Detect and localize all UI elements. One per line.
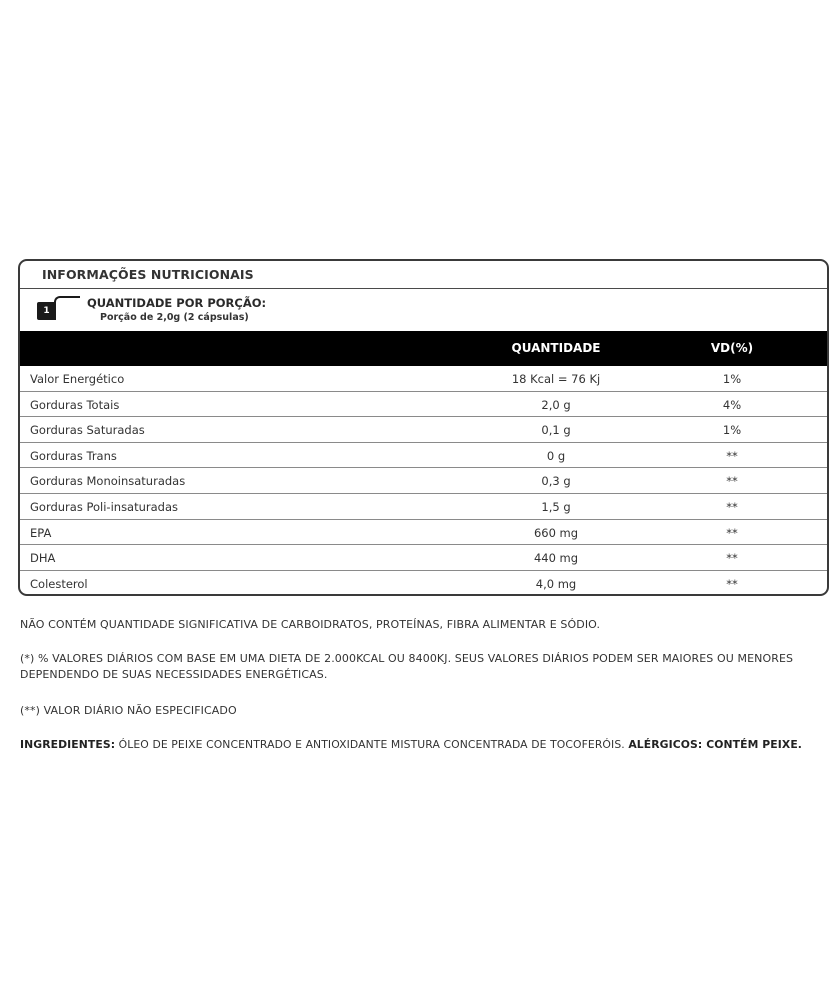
nutrient-name: Gorduras Trans (30, 448, 117, 463)
nutrient-daily-value: ** (726, 499, 738, 514)
nutrient-quantity: 0,3 g (541, 474, 571, 489)
nutrient-daily-value: ** (726, 474, 738, 489)
nutrient-name: Colesterol (30, 576, 88, 591)
nutrient-daily-value: ** (726, 448, 738, 463)
nutrient-daily-value: ** (726, 525, 738, 540)
table-row (20, 417, 827, 443)
portion-badge: 1 (37, 302, 56, 320)
nutrient-quantity: 18 Kcal = 76 Kj (511, 372, 601, 386)
nutrient-quantity: 2,0 g (541, 397, 571, 412)
nutrient-name: Gorduras Poli-insaturadas (30, 499, 179, 514)
nutrient-name: DHA (30, 551, 56, 566)
nutrient-daily-value: 1% (722, 423, 742, 438)
nutrient-quantity: 1,5 g (541, 499, 571, 514)
panel-title: INFORMAÇÕES NUTRICIONAIS (20, 261, 827, 289)
nutrient-quantity: 440 mg (533, 551, 579, 566)
table-row (20, 520, 827, 546)
allergens-label: ALÉRGICOS: CONTÉM PEIXE. (628, 738, 802, 751)
table-row (20, 571, 827, 596)
table-row (20, 545, 827, 571)
table-header (20, 331, 827, 366)
portion-title: QUANTIDADE POR PORÇÃO: (87, 296, 267, 310)
ingredients-text: ÓLEO DE PEIXE CONCENTRADO E ANTIOXIDANTE MISTURA CONCENTRADA DE TOCOFERÓIS. (115, 738, 629, 751)
table-row (20, 494, 827, 520)
nutrient-name: Gorduras Totais (30, 397, 120, 412)
note-not-specified: (**) VALOR DIÁRIO NÃO ESPECIFICADO (20, 704, 237, 717)
note-daily-values-line2: DEPENDENDO DE SUAS NECESSIDADES ENERGÉTICAS. (20, 668, 328, 681)
portion-subtitle: Porção de 2,0g (2 cápsulas) (100, 312, 249, 323)
nutrient-name: Valor Energético (30, 372, 125, 386)
nutrient-daily-value: ** (726, 551, 738, 566)
header-quantity: QUANTIDADE (511, 341, 601, 355)
table-row (20, 443, 827, 469)
portion-info (20, 289, 827, 331)
note-daily-values-line1: (*) % VALORES DIÁRIOS COM BASE EM UMA DIETA DE 2.000KCAL OU 8400KJ. SEUS VALORES DIÁRIOS PODEM SER MAIORES OU MENORES (20, 652, 794, 665)
nutrition-facts-panel (18, 259, 829, 596)
table-row (20, 366, 827, 392)
nutrient-daily-value: ** (726, 576, 738, 591)
nutrition-table-body (20, 366, 827, 596)
table-row (20, 392, 827, 418)
nutrient-name: EPA (30, 525, 52, 540)
nutrient-name: Gorduras Monoinsaturadas (30, 474, 186, 489)
nutrient-daily-value: 1% (722, 372, 742, 386)
nutrient-quantity: 4,0 mg (535, 576, 577, 591)
ingredients-note (20, 737, 832, 753)
note-no-significant: NÃO CONTÉM QUANTIDADE SIGNIFICATIVA DE CARBOIDRATOS, PROTEÍNAS, FIBRA ALIMENTAR E SÓDIO. (20, 618, 601, 631)
note-daily-values (20, 651, 832, 683)
header-daily-value: VD(%) (710, 341, 754, 355)
ingredients-label: INGREDIENTES: (20, 738, 116, 751)
nutrient-quantity: 660 mg (533, 525, 579, 540)
table-row (20, 468, 827, 494)
nutrient-quantity: 0,1 g (541, 423, 571, 438)
nutrient-quantity: 0 g (546, 448, 566, 463)
nutrient-name: Gorduras Saturadas (30, 423, 145, 438)
nutrient-daily-value: 4% (722, 397, 742, 412)
